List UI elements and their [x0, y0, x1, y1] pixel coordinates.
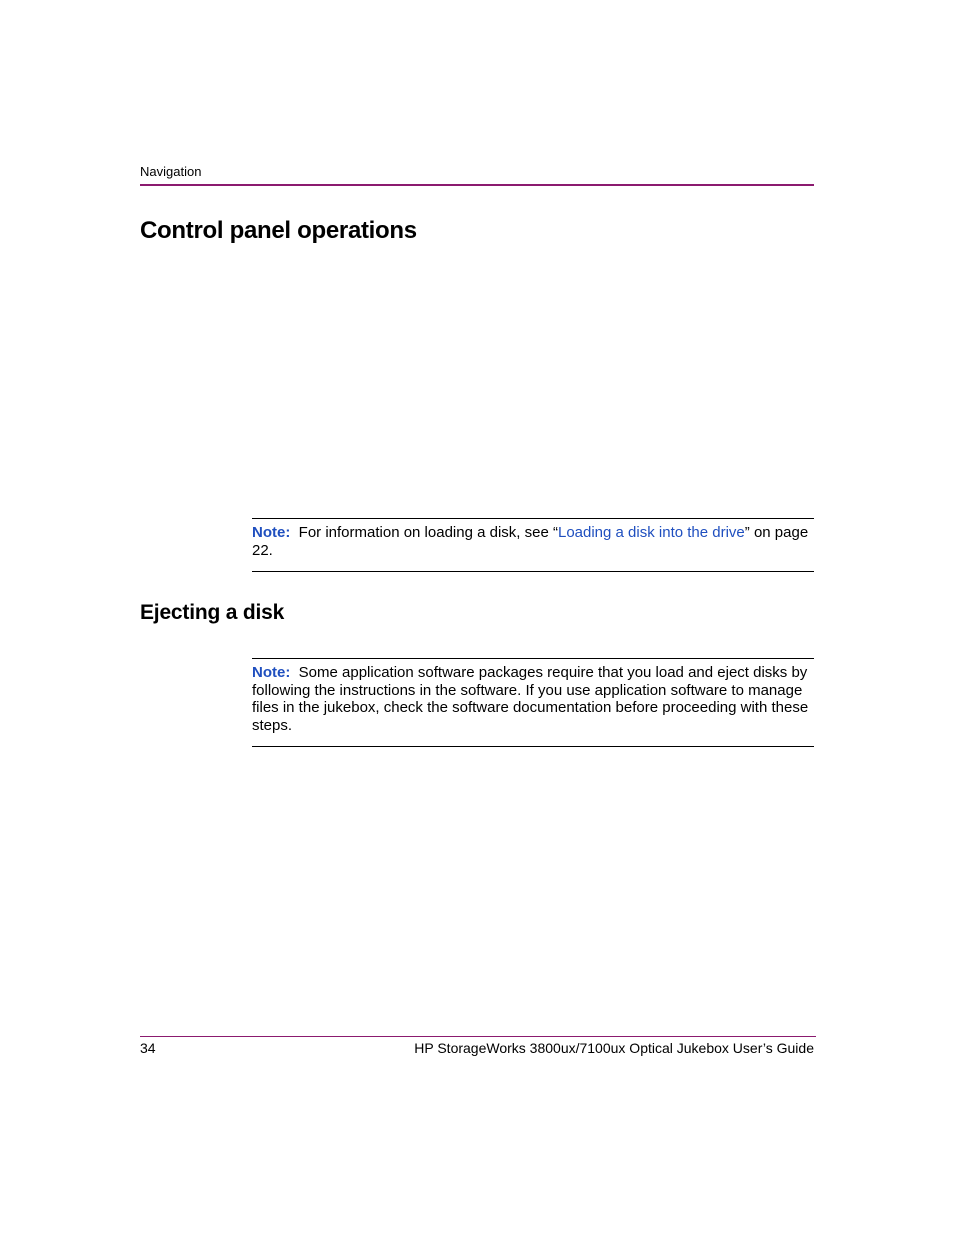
footer-rule [140, 1036, 816, 1037]
running-header: Navigation [140, 164, 202, 179]
note-label: Note: [252, 664, 291, 681]
page-number: 34 [140, 1040, 156, 1056]
note-loading-disk [252, 518, 814, 572]
note-application-software [252, 658, 814, 747]
footer-book-title: HP StorageWorks 3800ux/7100ux Optical Jukebox User’s Guide [414, 1040, 814, 1056]
note-text: Some application software packages require that you load and eject disks by following the instructions in the software. If you use application software to manage files in the jukebox, check the software documentation before proceeding with these steps. [252, 664, 809, 734]
link-loading-disk[interactable]: Loading a disk into the drive [557, 524, 745, 541]
subsection-title: Ejecting a disk [140, 601, 285, 624]
section-title: Control panel operations [140, 217, 417, 244]
note-text-before: For information on loading a disk, see “ [298, 524, 558, 541]
note-text-after: ” on page 22. [252, 524, 809, 559]
note-label: Note: [252, 524, 291, 541]
header-rule [140, 184, 814, 186]
